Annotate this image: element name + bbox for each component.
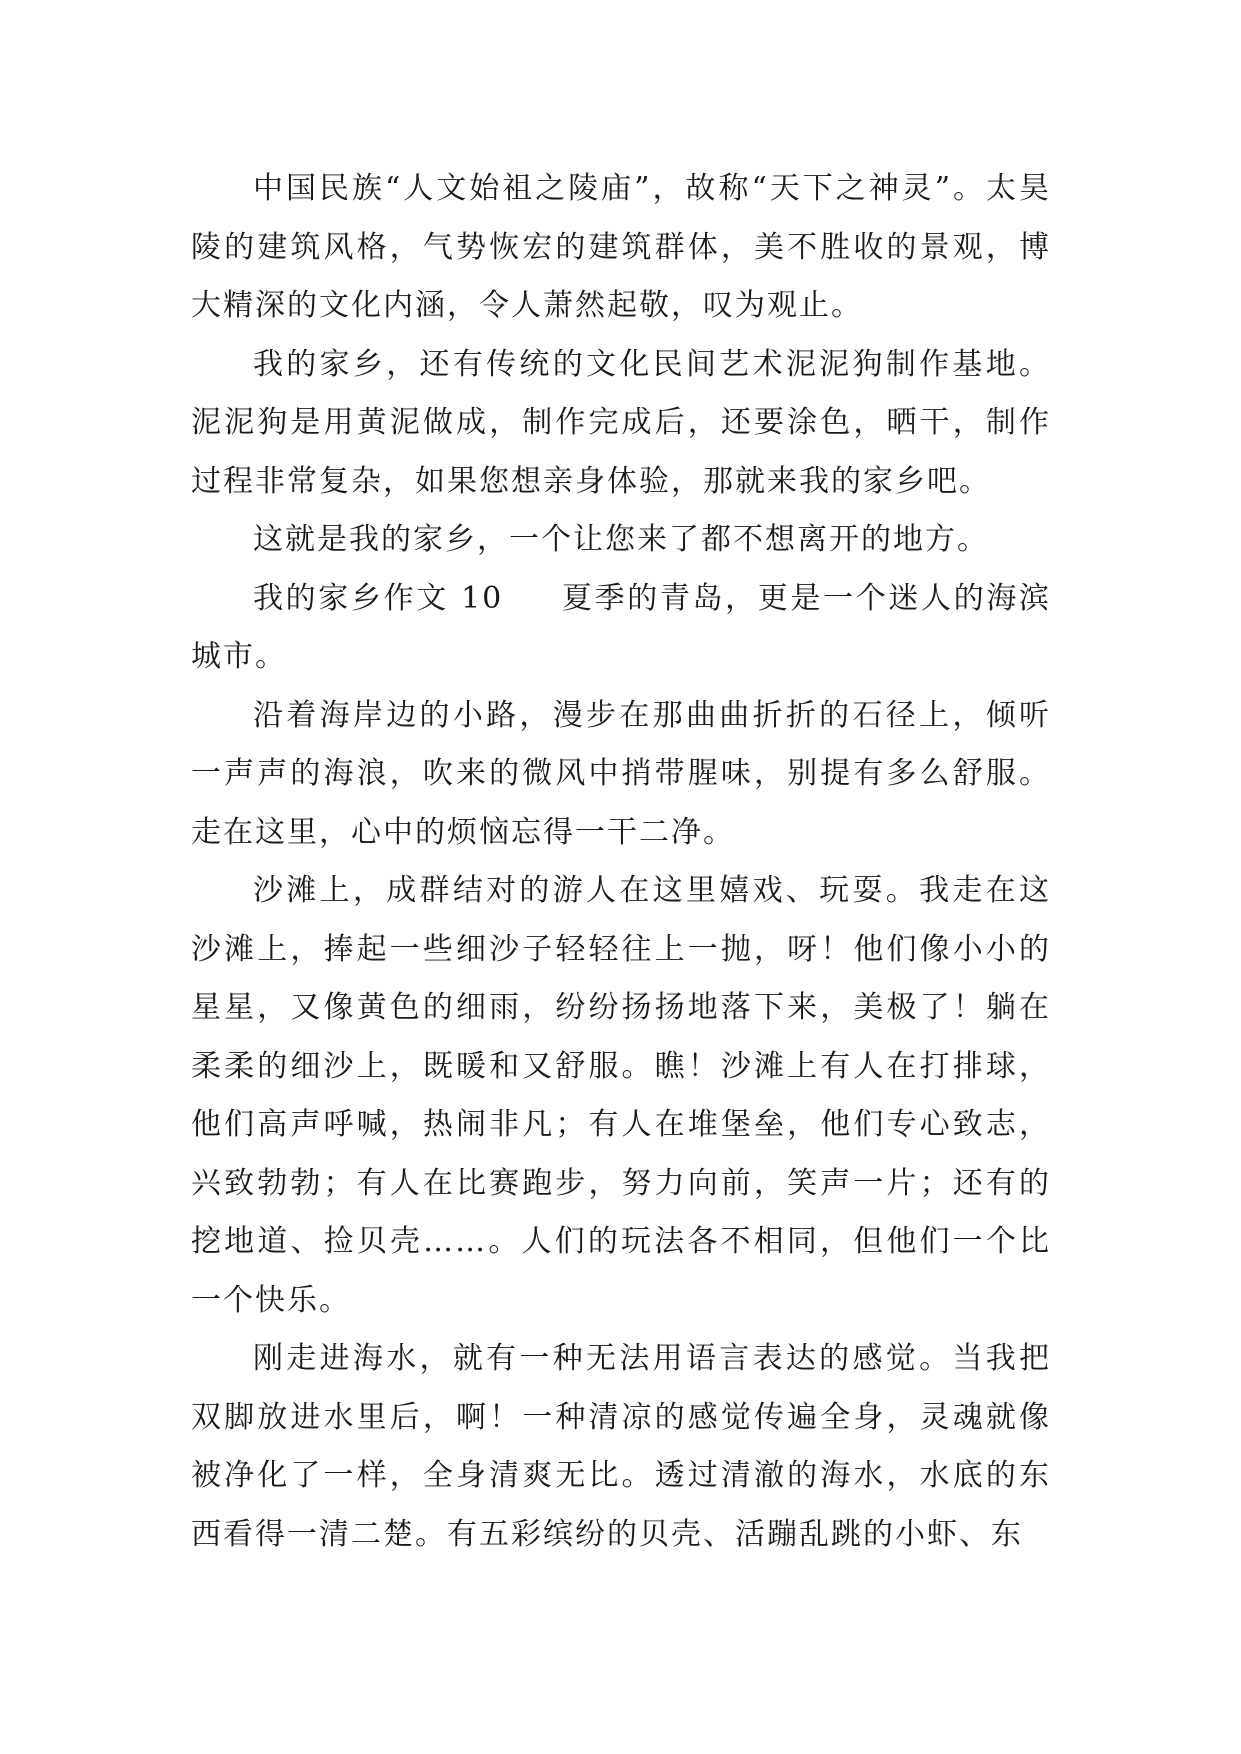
- paragraph-taihao-tomb: 中国民族“人文始祖之陵庙”，故称“天下之神灵”。太昊陵的建筑风格，气势恢宏的建筑群体，美不胜收的景观，博大精深的文化内涵，令人萧然起敬，叹为观止。: [191, 171, 1051, 323]
- paragraph-niniquo-craft: 我的家乡，还有传统的文化民间艺术泥泥狗制作基地。泥泥狗是用黄泥做成，制作完成后，还要涂色，晒干，制作过程非常复杂，如果您想亲身体验，那就来我的家乡吧。: [191, 346, 1051, 499]
- paragraph-hometown-closing: 这就是我的家乡，一个让您来了都不想离开的地方。: [253, 522, 989, 557]
- section-heading-title: 我的家乡作文 10: [253, 580, 504, 616]
- section-heading-text: 夏季的青岛，更是一个迷人的海滨城市。: [191, 580, 1052, 674]
- paragraph-beach-play: 沙滩上，成群结对的游人在这里嬉戏、玩耍。我走在这沙滩上，捧起一些细沙子轻轻往上一抛，呀！他们像小小的星星，又像黄色的细雨，纷纷扬扬地落下来，美极了！躺在柔柔的细沙上，既暖和又舒服。瞧！沙滩上有人在打排球，他们高声呼喊，热闹非凡；有人在堆堡垒，他们专心致志，兴致勃勃；有人在比赛跑步，努力向前，笑声一片；还有的挖地道、捡贝壳……。人们的玩法各不相同，但他们一个比一个快乐。: [191, 873, 1051, 1318]
- paragraph-coast-path: 沿着海岸边的小路，漫步在那曲曲折折的石径上，倾听一声声的海浪，吹来的微风中捎带腥味，别提有多么舒服。走在这里，心中的烦恼忘得一干二净。: [191, 697, 1051, 850]
- section-heading-paragraph: [191, 570, 1051, 687]
- paragraph-sea-water: 刚走进海水，就有一种无法用语言表达的感觉。当我把双脚放进水里后，啊！一种清凉的感觉传遍全身，灵魂就像被净化了一样，全身清爽无比。透过清澈的海水，水底的东西看得一清二楚。有五彩缤纷的贝壳、活蹦乱跳的小虾、东: [191, 1341, 1051, 1552]
- document-page: [191, 160, 1051, 1564]
